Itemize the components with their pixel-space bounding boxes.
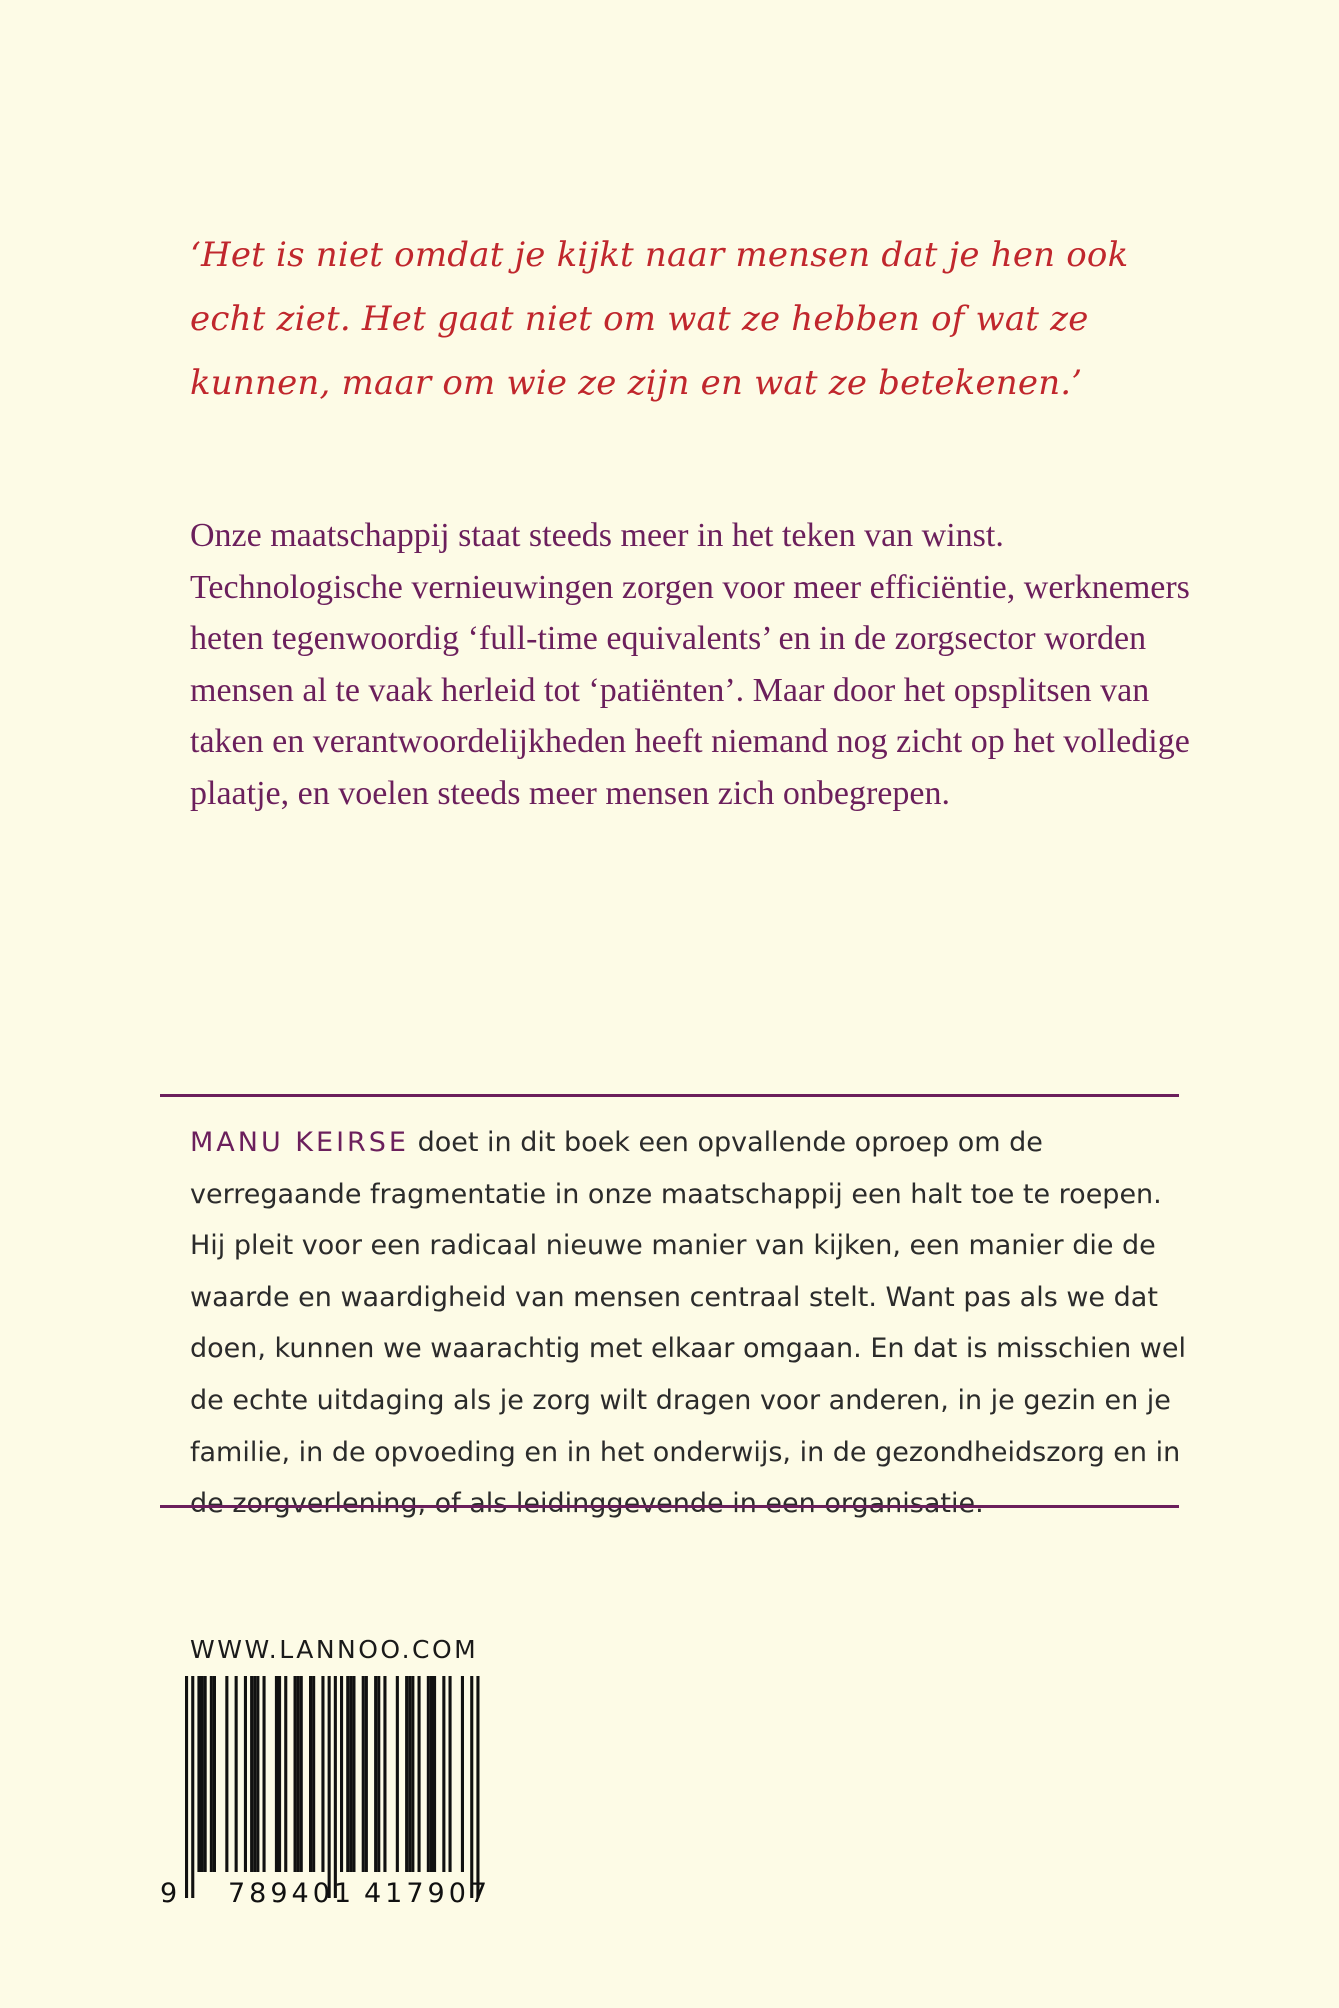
- barcode-lead-digit: 9: [160, 1878, 178, 1909]
- barcode-bar: [349, 1676, 352, 1872]
- barcode-bar: [430, 1676, 433, 1872]
- barcode-bar: [256, 1676, 259, 1872]
- barcode-bar: [225, 1676, 228, 1872]
- barcode-bar: [408, 1676, 411, 1872]
- barcode-bar: [365, 1676, 368, 1872]
- barcode-bar: [352, 1676, 355, 1872]
- barcode-bar: [185, 1676, 188, 1898]
- author-bio-text: doet in dit boek een opvallende oproep om de verregaande fragmentatie in onze maatschappij een halt toe te roepen. Hij pleit voor een radicaal nieuwe manier van kijken, een manier die de waarde en waardigheid van mensen centraal stelt. Want pas als we dat doen, kunnen we waarachtig met elkaar omgaan. En dat is misschien wel de echte uitdaging als je zorg wilt dragen voor anderen, in je gezin en je familie, in de opvoeding en in het onderwijs, in de gezondheidszorg en in de zorgverlening, of als leidinggevende in een organisatie.: [190, 1127, 1186, 1520]
- barcode-bar: [294, 1676, 297, 1872]
- barcode-bars: [185, 1676, 480, 1898]
- author-name: MANU KEIRSE: [190, 1127, 409, 1158]
- barcode-bar: [374, 1676, 377, 1872]
- barcode-bar: [396, 1676, 399, 1872]
- barcode-bar: [250, 1676, 253, 1872]
- barcode-bar: [427, 1676, 430, 1872]
- cover-quote: ‘Het is niet omdat je kijkt naar mensen dat je hen ook echt ziet. Het gaat niet om wat ze hebben of wat ze kunnen, maar om wie ze zijn en wat ze betekenen.’: [190, 235, 1129, 403]
- divider-bottom: [160, 1505, 1179, 1508]
- barcode-bar: [405, 1676, 408, 1872]
- barcode-bar: [328, 1676, 331, 1898]
- barcode-bar: [309, 1676, 312, 1872]
- barcode-bar: [278, 1676, 281, 1872]
- divider-top: [160, 1094, 1179, 1097]
- barcode-bar: [383, 1676, 386, 1872]
- barcode-bar: [244, 1676, 247, 1872]
- barcode-bar: [253, 1676, 256, 1872]
- publisher-website: WWW.LANNOO.COM: [190, 1635, 479, 1664]
- isbn-barcode: [160, 1676, 520, 1916]
- barcode-right-digits: 417907: [364, 1878, 492, 1909]
- intro-paragraph: Onze maatschappij staat steeds meer in het teken van winst. Technologische vernieuwingen zorgen voor meer efficiëntie, werknemers heten tegenwoordig ‘full-time equivalents’ en in de zorgsector worden mensen al te vaak herleid tot ‘patiënten’. Maar door het opsplitsen van taken en verantwoordelijkheden heeft niemand nog zicht op het volledige plaatje, en voelen steeds meer mensen zich onbegrepen.: [190, 517, 1190, 812]
- barcode-bar: [449, 1676, 452, 1872]
- barcode-bar: [362, 1676, 365, 1872]
- barcode-bar: [312, 1676, 315, 1872]
- barcode-bar: [334, 1676, 337, 1898]
- barcode-bar: [204, 1676, 207, 1872]
- barcode-bar: [284, 1676, 287, 1872]
- barcode-bar: [321, 1676, 324, 1872]
- barcode-bar: [197, 1676, 200, 1872]
- barcode-bar: [201, 1676, 204, 1872]
- barcode-bar: [235, 1676, 238, 1872]
- barcode-bar: [275, 1676, 278, 1872]
- barcode-bar: [300, 1676, 303, 1872]
- barcode-bar: [461, 1676, 464, 1872]
- barcode-bar: [263, 1676, 266, 1872]
- barcode-bar: [297, 1676, 300, 1872]
- barcode-bar: [442, 1676, 445, 1872]
- barcode-bar: [191, 1676, 194, 1898]
- barcode-bar: [346, 1676, 349, 1872]
- barcode-bar: [340, 1676, 343, 1872]
- barcode-bar: [411, 1676, 414, 1872]
- barcode-bar: [213, 1676, 216, 1872]
- barcode-bar: [476, 1676, 479, 1898]
- barcode-bar: [377, 1676, 380, 1872]
- barcode-bar: [210, 1676, 213, 1872]
- barcode-left-digits: 789401: [228, 1878, 356, 1909]
- barcode-bar: [418, 1676, 421, 1872]
- barcode-bar: [470, 1676, 473, 1898]
- barcode-bar: [433, 1676, 436, 1872]
- author-bio: [190, 1117, 1190, 1530]
